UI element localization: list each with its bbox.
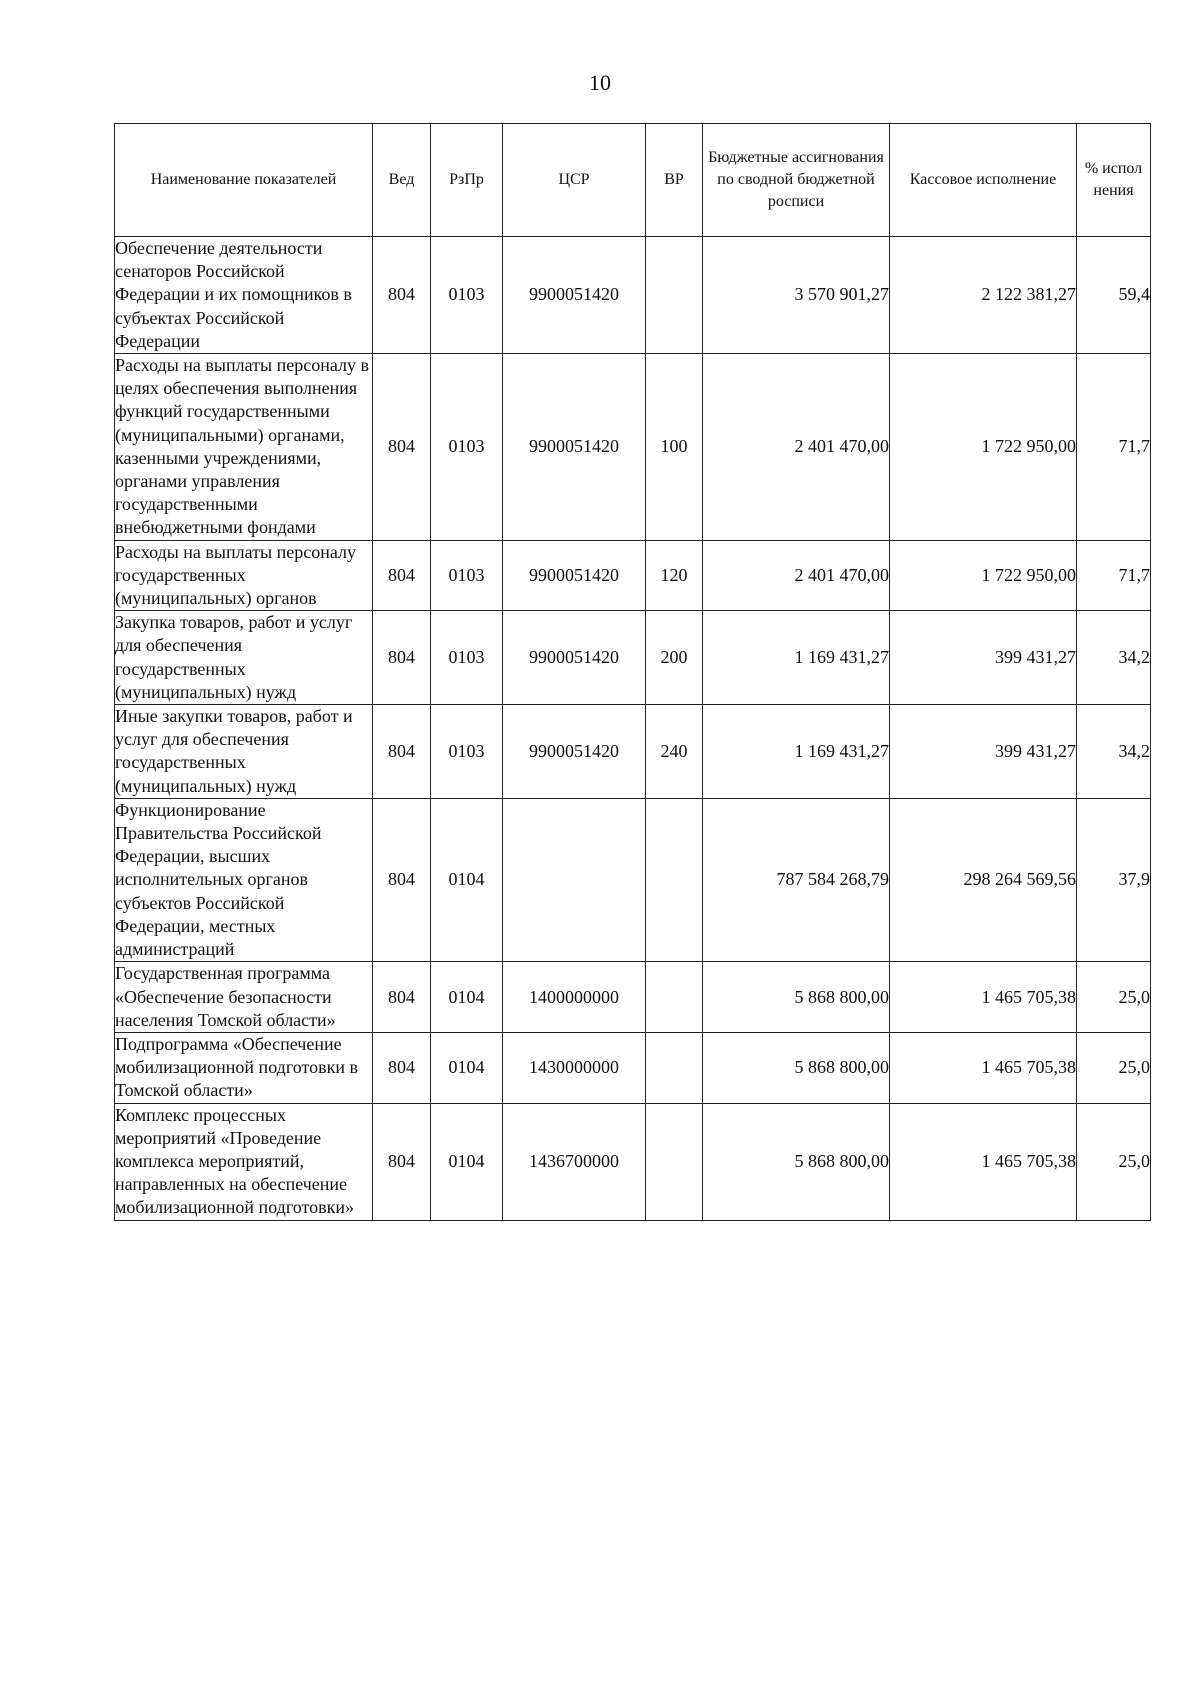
- row-rzpr: 0103: [431, 354, 503, 541]
- row-fact: 2 122 381,27: [890, 237, 1077, 354]
- row-name: Государственная программа «Обеспечение безопасности населения Томской области»: [115, 962, 373, 1033]
- row-fact: 298 264 569,56: [890, 798, 1077, 961]
- row-csr: 1436700000: [503, 1103, 646, 1220]
- row-plan: 1 169 431,27: [703, 611, 890, 705]
- row-ved: 804: [373, 798, 431, 961]
- table-row: [115, 798, 1151, 961]
- row-csr: 1430000000: [503, 1032, 646, 1103]
- row-vr: [646, 237, 703, 354]
- row-plan: 3 570 901,27: [703, 237, 890, 354]
- row-vr: [646, 1032, 703, 1103]
- row-plan: 787 584 268,79: [703, 798, 890, 961]
- row-csr: 1400000000: [503, 962, 646, 1033]
- table-row: [115, 962, 1151, 1033]
- row-pct: 71,7: [1077, 540, 1151, 611]
- table-row: [115, 1032, 1151, 1103]
- header-pct: % испол нения: [1077, 124, 1151, 237]
- row-pct: 25,0: [1077, 1103, 1151, 1220]
- row-name: Иные закупки товаров, работ и услуг для обеспечения государственных (муниципальных) нужд: [115, 705, 373, 799]
- row-ved: 804: [373, 1103, 431, 1220]
- row-plan: 1 169 431,27: [703, 705, 890, 799]
- header-name: Наименование показателей: [115, 124, 373, 237]
- row-ved: 804: [373, 540, 431, 611]
- row-plan: 5 868 800,00: [703, 1103, 890, 1220]
- row-vr: [646, 798, 703, 961]
- header-fact: Кассовое исполнение: [890, 124, 1077, 237]
- row-csr: 9900051420: [503, 237, 646, 354]
- row-rzpr: 0104: [431, 1103, 503, 1220]
- table-row: [115, 354, 1151, 541]
- table-row: [115, 1103, 1151, 1220]
- header-ved: Вед: [373, 124, 431, 237]
- row-plan: 5 868 800,00: [703, 962, 890, 1033]
- row-fact: 1 722 950,00: [890, 540, 1077, 611]
- row-fact: 399 431,27: [890, 611, 1077, 705]
- row-fact: 1 465 705,38: [890, 1032, 1077, 1103]
- row-pct: 25,0: [1077, 1032, 1151, 1103]
- row-name: Функционирование Правительства Российской Федерации, высших исполнительных органов субъектов Российской Федерации, местных администраций: [115, 798, 373, 961]
- row-fact: 1 465 705,38: [890, 962, 1077, 1033]
- row-rzpr: 0103: [431, 540, 503, 611]
- table-row: [115, 611, 1151, 705]
- row-name: Расходы на выплаты персоналу в целях обеспечения выполнения функций государственными (муниципальными) органами, казенными учреждениями, органами управления государственными внебюджетными фондами: [115, 354, 373, 541]
- table-header-row: [115, 124, 1151, 237]
- row-pct: 59,4: [1077, 237, 1151, 354]
- row-pct: 25,0: [1077, 962, 1151, 1033]
- row-ved: 804: [373, 705, 431, 799]
- row-pct: 71,7: [1077, 354, 1151, 541]
- row-plan: 2 401 470,00: [703, 354, 890, 541]
- page-number: 10: [589, 70, 611, 95]
- row-name: Подпрограмма «Обеспечение мобилизационной подготовки в Томской области»: [115, 1032, 373, 1103]
- row-csr: 9900051420: [503, 540, 646, 611]
- header-plan: Бюджетные ассигнования по сводной бюджетной росписи: [703, 124, 890, 237]
- row-ved: 804: [373, 237, 431, 354]
- row-ved: 804: [373, 611, 431, 705]
- row-plan: 2 401 470,00: [703, 540, 890, 611]
- row-vr: [646, 1103, 703, 1220]
- row-fact: 1 465 705,38: [890, 1103, 1077, 1220]
- row-csr: 9900051420: [503, 705, 646, 799]
- row-vr: 240: [646, 705, 703, 799]
- row-ved: 804: [373, 962, 431, 1033]
- row-pct: 37,9: [1077, 798, 1151, 961]
- row-name: Комплекс процессных мероприятий «Проведение комплекса мероприятий, направленных на обеспечение мобилизационной подготовки»: [115, 1103, 373, 1220]
- row-pct: 34,2: [1077, 705, 1151, 799]
- row-name: Расходы на выплаты персоналу государственных (муниципальных) органов: [115, 540, 373, 611]
- row-vr: 100: [646, 354, 703, 541]
- row-pct: 34,2: [1077, 611, 1151, 705]
- row-rzpr: 0104: [431, 962, 503, 1033]
- row-rzpr: 0104: [431, 798, 503, 961]
- row-vr: [646, 962, 703, 1033]
- row-rzpr: 0103: [431, 611, 503, 705]
- row-fact: 1 722 950,00: [890, 354, 1077, 541]
- row-csr: [503, 798, 646, 961]
- row-rzpr: 0104: [431, 1032, 503, 1103]
- row-rzpr: 0103: [431, 237, 503, 354]
- budget-table: [114, 123, 1151, 1221]
- table-row: [115, 705, 1151, 799]
- row-name: Обеспечение деятельности сенаторов Российской Федерации и их помощников в субъектах Российской Федерации: [115, 237, 373, 354]
- table-row: [115, 540, 1151, 611]
- row-ved: 804: [373, 1032, 431, 1103]
- table-row: [115, 237, 1151, 354]
- row-rzpr: 0103: [431, 705, 503, 799]
- header-csr: ЦСР: [503, 124, 646, 237]
- row-vr: 120: [646, 540, 703, 611]
- row-plan: 5 868 800,00: [703, 1032, 890, 1103]
- header-vr: ВР: [646, 124, 703, 237]
- row-csr: 9900051420: [503, 611, 646, 705]
- row-name: Закупка товаров, работ и услуг для обеспечения государственных (муниципальных) нужд: [115, 611, 373, 705]
- header-rzpr: РзПр: [431, 124, 503, 237]
- row-csr: 9900051420: [503, 354, 646, 541]
- row-ved: 804: [373, 354, 431, 541]
- row-vr: 200: [646, 611, 703, 705]
- row-fact: 399 431,27: [890, 705, 1077, 799]
